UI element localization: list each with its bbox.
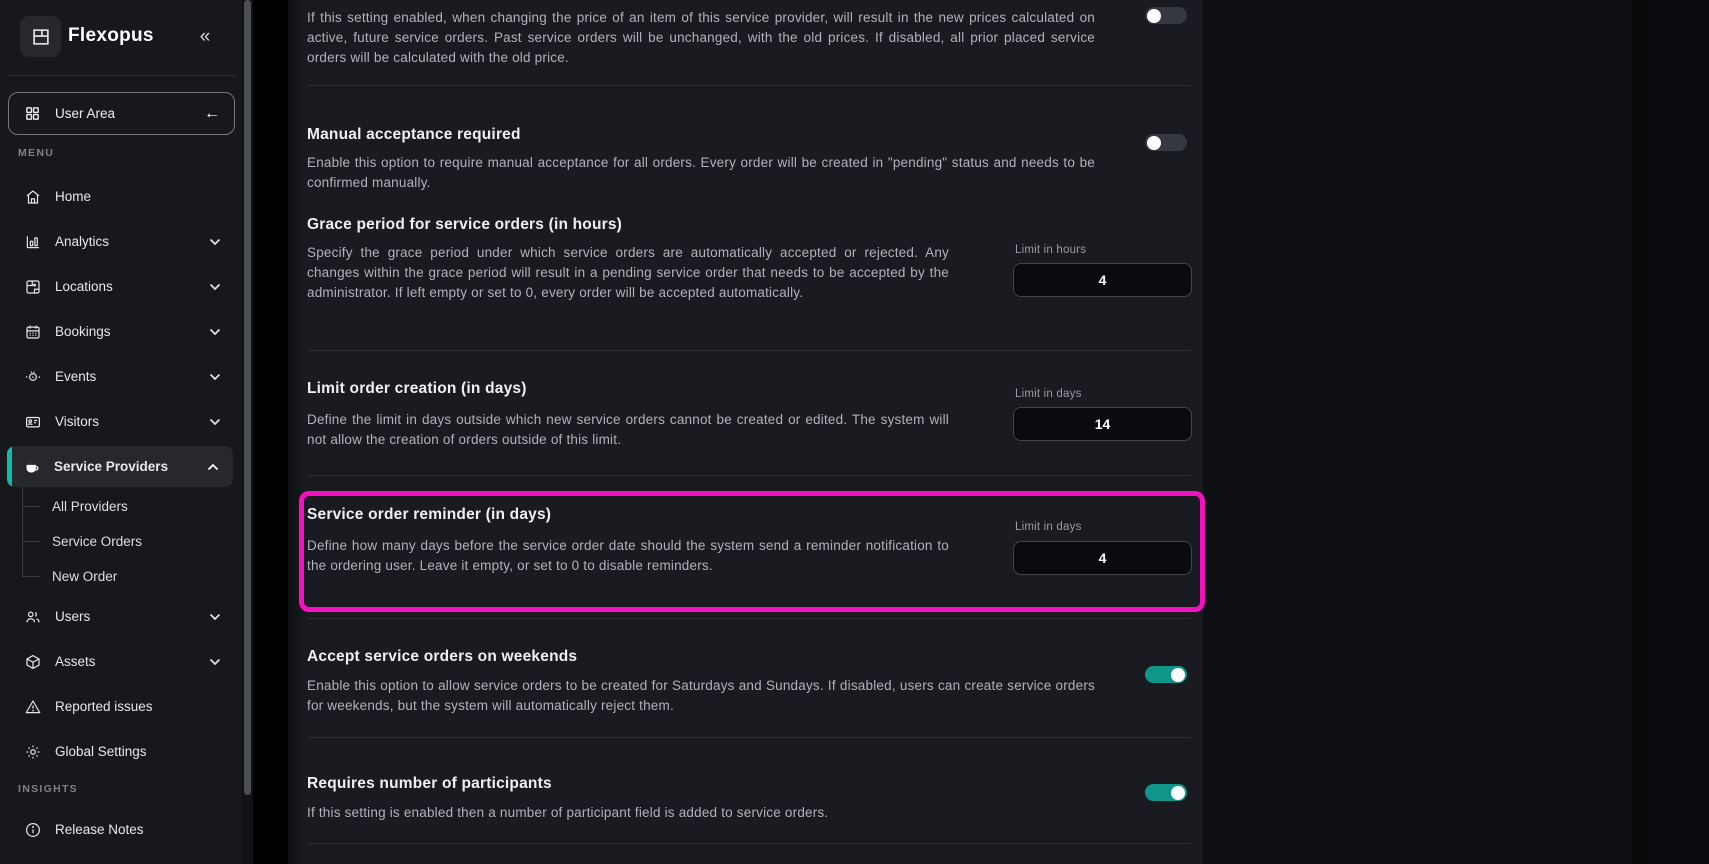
flexopus-logo-icon	[20, 16, 61, 57]
service-order-reminder-input-label: Limit in days	[1015, 521, 1082, 533]
submenu-tree-line	[22, 487, 23, 576]
service-order-reminder-input[interactable]	[1013, 541, 1192, 575]
section-divider	[307, 85, 1191, 86]
sidebar-item-events[interactable]	[8, 354, 235, 399]
manual-acceptance-description: Enable this option to require manual acceptance for all orders. Every order will be created in "pending" status and needs to be confirmed manually.	[307, 155, 1095, 190]
chevron-down-icon	[209, 658, 221, 666]
chevron-down-icon	[209, 373, 221, 381]
sidebar-item-label: Visitors	[55, 414, 100, 429]
active-indicator-bar	[7, 446, 12, 487]
subitem-label: New Order	[52, 568, 118, 584]
sidebar-item-home[interactable]	[8, 174, 235, 219]
user-area-button[interactable]	[8, 92, 235, 135]
bookings-icon	[24, 323, 42, 341]
sidebar-item-label: Locations	[55, 279, 113, 294]
sidebar-item-release-notes[interactable]	[8, 807, 235, 852]
sidebar-item-service-providers[interactable]	[7, 446, 233, 487]
sidebar-header-divider	[6, 75, 236, 76]
grace-period-title: Grace period for service orders (in hours)	[307, 216, 623, 233]
backdrop-divider-strip	[1632, 0, 1648, 864]
limit-order-creation-title: Limit order creation (in days)	[307, 380, 527, 397]
sidebar-item-label: Release Notes	[55, 822, 144, 837]
weekends-title: Accept service orders on weekends	[307, 648, 578, 665]
backdrop-right-edge	[1648, 0, 1709, 864]
chevron-down-icon	[209, 418, 221, 426]
sidebar-item-label: Home	[55, 189, 92, 204]
sidebar-item-bookings[interactable]	[8, 309, 235, 354]
submenu-tree-connector	[22, 576, 40, 577]
price-setting-description: If this setting enabled, when changing the price of an item of this service provider, will result in the new prices calculated on active, future service orders. Past service orders will be unchanged, with the old prices. If disabled, all prior placed service orders will be calculated with the old price.	[307, 10, 1095, 65]
warning-icon	[24, 698, 42, 716]
sidebar-item-label: Assets	[55, 654, 96, 669]
events-icon	[24, 368, 42, 386]
sidebar-item-label: Events	[55, 369, 97, 384]
participants-title: Requires number of participants	[307, 775, 552, 792]
grace-period-input[interactable]	[1013, 263, 1192, 297]
sidebar-item-users[interactable]	[8, 594, 235, 639]
toggle-knob	[1171, 786, 1185, 800]
users-icon	[24, 608, 42, 626]
chevron-down-icon	[209, 283, 221, 291]
analytics-icon	[24, 233, 42, 251]
grace-period-input-label: Limit in hours	[1015, 244, 1087, 256]
weekends-toggle[interactable]	[1145, 666, 1187, 683]
sidebar-item-reported-issues[interactable]	[8, 684, 235, 729]
limit-order-creation-description: Define the limit in days outside which new service orders cannot be created or edited. The system will not allow the creation of orders outside of this limit.	[307, 412, 949, 447]
submenu-tree-connector	[22, 506, 40, 507]
weekends-description: Enable this option to allow service orders to be created for Saturdays and Sundays. If disabled, users can create service orders for weekends, but the system will automatically reject them.	[307, 678, 1095, 713]
sidebar-item-label: Users	[55, 609, 91, 624]
assets-icon	[24, 653, 42, 671]
section-divider	[307, 350, 1191, 351]
panel-left-shadow	[288, 0, 306, 864]
sidebar	[0, 0, 242, 864]
locations-icon	[24, 278, 42, 296]
limit-order-creation-input[interactable]	[1013, 407, 1192, 441]
manual-acceptance-title: Manual acceptance required	[307, 126, 521, 143]
sidebar-item-label: Service Providers	[54, 459, 169, 474]
service-order-reminder-description: Define how many days before the service order date should the system send a reminder notification to the ordering user. Leave it empty, or set to 0 to disable reminders.	[307, 538, 949, 573]
toggle-knob	[1147, 9, 1161, 23]
sidebar-subitem-all-providers[interactable]	[52, 492, 222, 520]
sidebar-item-analytics[interactable]	[8, 219, 235, 264]
submenu-tree-connector	[22, 541, 40, 542]
price-setting-toggle[interactable]	[1145, 7, 1187, 24]
sidebar-item-label: Analytics	[55, 234, 110, 249]
participants-toggle[interactable]	[1145, 784, 1187, 801]
back-arrow-icon: ←	[204, 104, 220, 122]
section-divider	[307, 475, 1191, 476]
section-divider	[307, 618, 1191, 619]
chevron-down-icon	[209, 613, 221, 621]
subitem-label: All Providers	[52, 498, 128, 514]
sidebar-item-label: Reported issues	[55, 699, 153, 714]
toggle-knob	[1171, 668, 1185, 682]
chevron-down-icon	[209, 238, 221, 246]
grid-icon	[24, 105, 41, 122]
sidebar-item-visitors[interactable]	[8, 399, 235, 444]
sidebar-item-global-settings[interactable]	[8, 729, 235, 774]
sidebar-collapse-button[interactable]: «	[199, 26, 211, 47]
home-icon	[24, 188, 42, 206]
grace-period-description: Specify the grace period under which service orders are automatically accepted or rejected. Any changes within the grace period will result in a pending service order that needs to be accepted by the administrator. If left empty or set to 0, every order will be accepted automatically.	[307, 245, 949, 300]
sidebar-item-assets[interactable]	[8, 639, 235, 684]
brand-title: Flexopus	[68, 25, 154, 46]
sidebar-item-label: Global Settings	[55, 744, 147, 759]
participants-description: If this setting is enabled then a number of participant field is added to service orders.	[307, 805, 829, 820]
insights-section-label: INSIGHTS	[18, 783, 78, 795]
sidebar-item-locations[interactable]	[8, 264, 235, 309]
subitem-label: Service Orders	[52, 533, 143, 549]
sidebar-subitem-new-order[interactable]	[52, 562, 222, 590]
section-divider	[307, 737, 1191, 738]
service-order-reminder-title: Service order reminder (in days)	[307, 506, 552, 523]
sidebar-subitem-service-orders[interactable]	[52, 527, 222, 555]
chevron-down-icon	[209, 328, 221, 336]
sidebar-scrollbar-track[interactable]	[242, 0, 253, 864]
settings-panel	[288, 0, 1203, 864]
sidebar-item-label: Bookings	[55, 324, 111, 339]
limit-order-creation-input-label: Limit in days	[1015, 388, 1082, 400]
section-divider	[307, 843, 1191, 844]
sidebar-scrollbar-thumb[interactable]	[244, 0, 251, 795]
toggle-knob	[1147, 136, 1161, 150]
user-area-label: User Area	[55, 106, 116, 121]
chevron-up-icon	[207, 463, 219, 471]
menu-section-label: MENU	[18, 147, 55, 159]
info-icon	[24, 821, 42, 839]
visitors-icon	[24, 413, 42, 431]
manual-acceptance-toggle[interactable]	[1145, 134, 1187, 151]
service-providers-icon	[23, 458, 41, 476]
gear-icon	[24, 743, 42, 761]
